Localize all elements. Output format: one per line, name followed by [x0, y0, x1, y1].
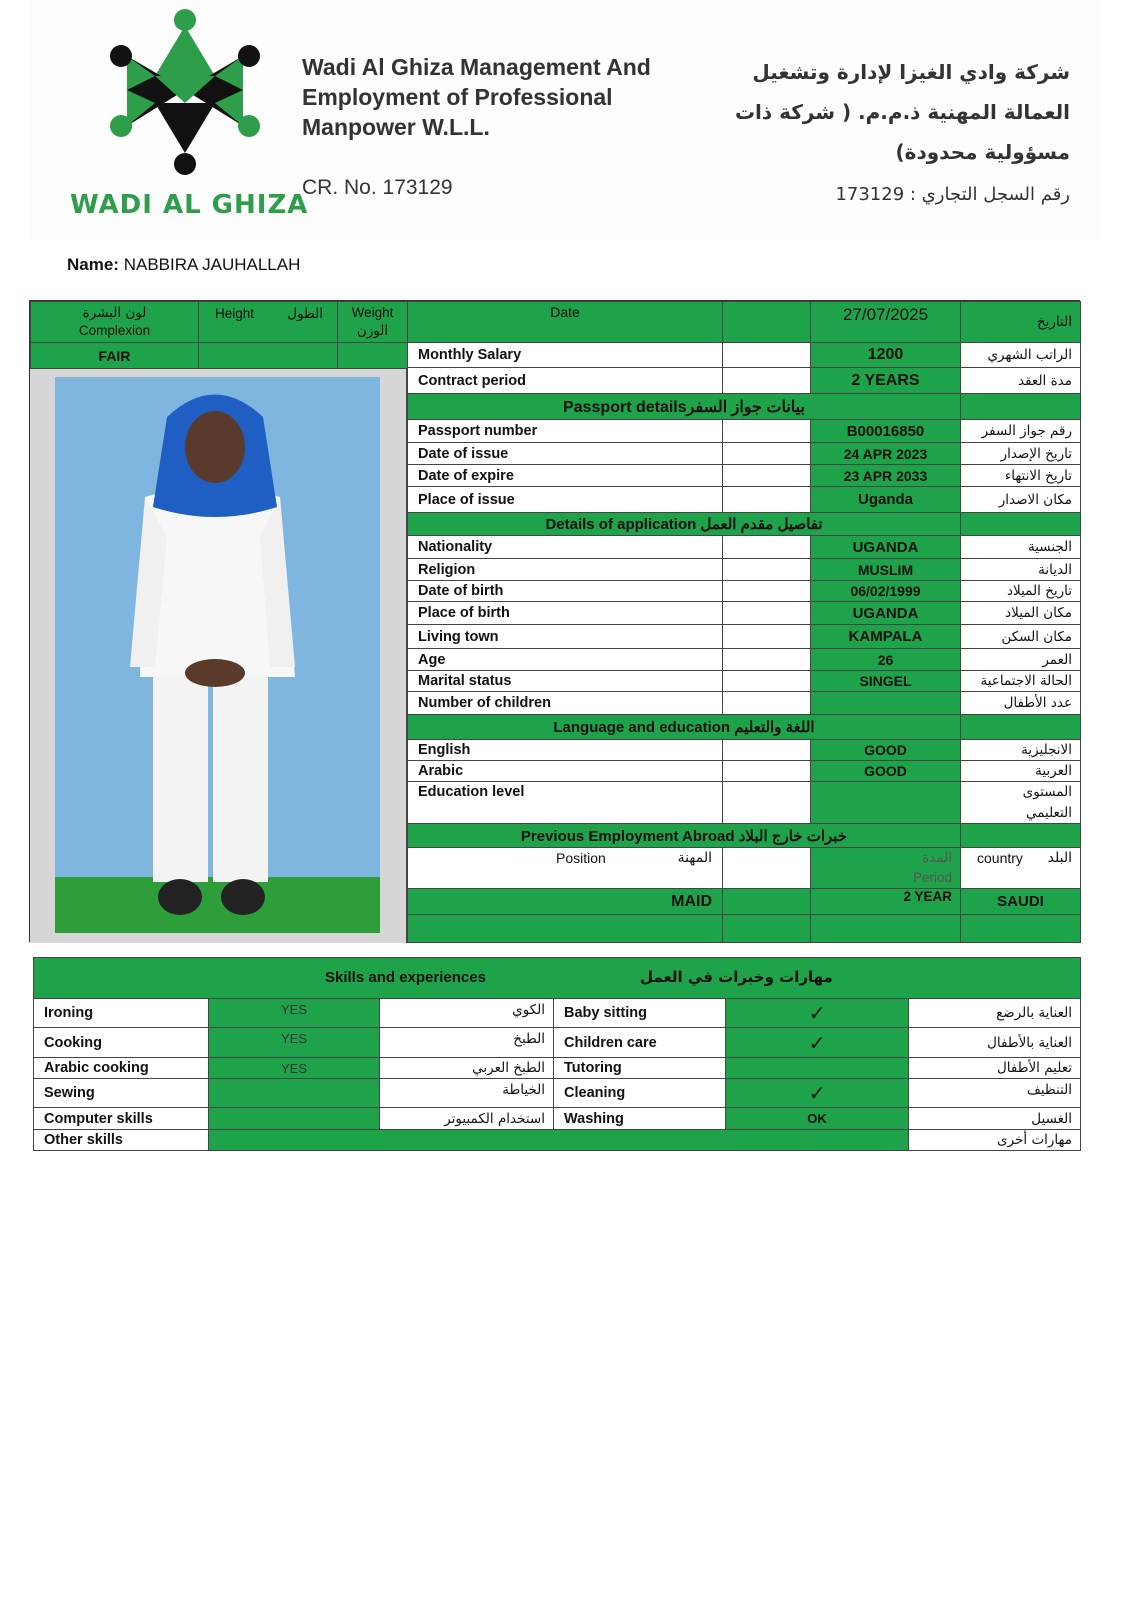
place-issue-label: Place of issue [407, 486, 723, 513]
skill-washing-ar: الغسيل [908, 1107, 1081, 1130]
date-value: 27/07/2025 [810, 301, 961, 343]
application-section-spacer [960, 512, 1081, 536]
skill-washing-label: Washing [553, 1107, 726, 1130]
education-label: Education level [407, 781, 723, 824]
complexion-ar: لون البشرة [82, 305, 147, 321]
date-spacer [722, 301, 811, 343]
nationality-value: UGANDA [810, 535, 961, 559]
complexion-value: FAIR [30, 342, 199, 369]
language-section-spacer [960, 714, 1081, 740]
name-value: NABBIRA JAUHALLAH [123, 255, 301, 274]
issue-date-label: Date of issue [407, 442, 723, 465]
row-spacer [722, 580, 811, 602]
skill-sewing-value [208, 1078, 380, 1108]
row-spacer [722, 760, 811, 782]
skill-tutoring-label: Tutoring [553, 1057, 726, 1079]
age-label: Age [407, 648, 723, 671]
employment-section-spacer [960, 823, 1081, 848]
position-ar: المهنة [677, 850, 712, 866]
skill-computer-ar: استخدام الكمبيوتر [379, 1107, 554, 1130]
country-ar: البلد [1047, 850, 1072, 866]
period-value: 2 YEAR [810, 888, 961, 915]
complexion-header [30, 301, 199, 343]
row-spacer [722, 601, 811, 625]
height-header [198, 301, 338, 343]
row-spacer [722, 781, 811, 824]
english-value: GOOD [810, 739, 961, 761]
company-name-ar: شركة وادي الغيزا لإدارة وتشغيل العمالة المهنية ذ.م.م. ( شركة ذات مسؤولية محدودة) [734, 60, 1070, 164]
expire-date-ar: تاريخ الانتهاء [960, 464, 1081, 487]
arabic-label: Arabic [407, 760, 723, 782]
skill-arabiccooking-label: Arabic cooking [33, 1057, 209, 1079]
skill-computer-label: Computer skills [33, 1107, 209, 1130]
contract-value: 2 YEARS [810, 367, 961, 394]
living-town-label: Living town [407, 624, 723, 649]
living-town-ar: مكان السكن [960, 624, 1081, 649]
skill-cooking-ar: الطبخ [379, 1027, 554, 1058]
contract-spacer [722, 367, 811, 394]
employment-empty-row [407, 914, 723, 943]
skill-washing-value: OK [725, 1107, 909, 1130]
age-ar: العمر [960, 648, 1081, 671]
photo-frame [30, 369, 407, 943]
children-ar: عدد الأطفال [960, 691, 1081, 715]
row-spacer [722, 419, 811, 443]
dob-ar: تاريخ الميلاد [960, 580, 1081, 602]
skill-ironing-value: YES [208, 998, 380, 1028]
expire-date-label: Date of expire [407, 464, 723, 487]
height-value [198, 342, 338, 369]
expire-date-value: 23 APR 2033 [810, 464, 961, 487]
pob-ar: مكان الميلاد [960, 601, 1081, 625]
contract-label: Contract period [407, 367, 723, 394]
row-spacer [722, 648, 811, 671]
complexion-en: Complexion [78, 323, 151, 338]
living-town-value: KAMPALA [810, 624, 961, 649]
nationality-label: Nationality [407, 535, 723, 559]
period-ar: المدة [922, 850, 952, 866]
skill-other-label: Other skills [33, 1129, 209, 1151]
row-spacer [722, 888, 811, 915]
row-spacer [722, 670, 811, 692]
skill-babysitting-ar: العناية بالرضع [908, 998, 1081, 1028]
employment-section-title: Previous Employment Abroad خبرات خارج البلاد [407, 823, 961, 848]
religion-value: MUSLIM [810, 558, 961, 581]
employment-empty-row [722, 914, 811, 943]
passport-number-value: B00016850 [810, 419, 961, 443]
skill-other-ar: مهارات أخرى [908, 1129, 1081, 1151]
skill-other-value [208, 1129, 909, 1151]
skill-babysitting-label: Baby sitting [553, 998, 726, 1028]
passport-section-title: Passport detailsبيانات جواز السفر [407, 393, 961, 420]
skill-babysitting-check: ✓ [725, 998, 909, 1028]
children-label: Number of children [407, 691, 723, 715]
period-header [810, 847, 961, 889]
brand-name: WADI AL GHIZA [70, 190, 309, 220]
dob-value: 06/02/1999 [810, 580, 961, 602]
skill-cleaning-check: ✓ [725, 1078, 909, 1108]
cv-table [29, 300, 1080, 942]
skill-childrencare-ar: العناية بالأطفال [908, 1027, 1081, 1058]
skill-sewing-ar: الخياطة [379, 1078, 554, 1108]
weight-header [337, 301, 408, 343]
skills-title-en: Skills and experiences [325, 969, 486, 986]
row-spacer [722, 558, 811, 581]
english-ar: الانجليزية [960, 739, 1081, 761]
position-header [407, 847, 723, 889]
dob-label: Date of birth [407, 580, 723, 602]
height-ar: الطول [287, 306, 323, 322]
country-en: country [977, 850, 1023, 866]
skills-header [33, 957, 1081, 999]
passport-number-label: Passport number [407, 419, 723, 443]
religion-label: Religion [407, 558, 723, 581]
issue-date-ar: تاريخ الإصدار [960, 442, 1081, 465]
skill-childrencare-check: ✓ [725, 1027, 909, 1058]
cr-number-en: CR. No. 173129 [302, 176, 453, 199]
age-value: 26 [810, 648, 961, 671]
salary-ar: الراتب الشهري [960, 342, 1081, 368]
salary-value: 1200 [810, 342, 961, 368]
arabic-ar: العربية [960, 760, 1081, 782]
employment-empty-row [810, 914, 961, 943]
letterhead [30, 0, 1100, 240]
date-label: Date [407, 301, 723, 343]
english-label: English [407, 739, 723, 761]
candidate-photo [55, 377, 380, 933]
skill-tutoring-ar: تعليم الأطفال [908, 1057, 1081, 1079]
marital-label: Marital status [407, 670, 723, 692]
candidate-name [67, 255, 300, 275]
company-logo [65, 8, 305, 178]
row-spacer [722, 442, 811, 465]
place-issue-ar: مكان الاصدار [960, 486, 1081, 513]
height-en: Height [215, 306, 255, 321]
row-spacer [722, 624, 811, 649]
salary-spacer [722, 342, 811, 368]
skill-cooking-value: YES [208, 1027, 380, 1058]
language-section-title: Language and education اللغة والتعليم [407, 714, 961, 740]
position-en: Position [556, 850, 606, 866]
skill-ironing-label: Ironing [33, 998, 209, 1028]
passport-number-ar: رقم جواز السفر [960, 419, 1081, 443]
skill-arabiccooking-ar: الطبخ العربي [379, 1057, 554, 1079]
country-value: SAUDI [960, 888, 1081, 915]
skill-ironing-ar: الكوي [379, 998, 554, 1028]
row-spacer [722, 739, 811, 761]
name-label: Name: [67, 255, 119, 274]
pob-value: UGANDA [810, 601, 961, 625]
skill-tutoring-check [725, 1057, 909, 1079]
skill-sewing-label: Sewing [33, 1078, 209, 1108]
period-en: Period [912, 870, 952, 885]
cr-number-ar: رقم السجل التجاري : 173129 [835, 184, 1070, 205]
row-spacer [722, 535, 811, 559]
salary-label: Monthly Salary [407, 342, 723, 368]
employment-empty-row [960, 914, 1081, 943]
weight-en: Weight [351, 305, 394, 320]
skills-title-ar: مهارات وخبرات في العمل [640, 968, 833, 986]
country-header [960, 847, 1081, 889]
arabic-value: GOOD [810, 760, 961, 782]
skill-computer-value [208, 1107, 380, 1130]
skills-table [33, 957, 1081, 1151]
weight-value [337, 342, 408, 369]
row-spacer [722, 486, 811, 513]
skill-cleaning-ar: التنظيف [908, 1078, 1081, 1108]
weight-ar: الوزن [356, 323, 389, 339]
skill-cleaning-label: Cleaning [553, 1078, 726, 1108]
children-value [810, 691, 961, 715]
pob-label: Place of birth [407, 601, 723, 625]
nationality-ar: الجنسية [960, 535, 1081, 559]
row-spacer [722, 691, 811, 715]
marital-ar: الحالة الاجتماعية [960, 670, 1081, 692]
skill-arabiccooking-value: YES [208, 1057, 380, 1079]
contract-ar: مدة العقد [960, 367, 1081, 394]
religion-ar: الديانة [960, 558, 1081, 581]
marital-value: SINGEL [810, 670, 961, 692]
company-name-en: Wadi Al Ghiza Management And Employment of Professional Manpower W.L.L. [302, 54, 651, 140]
place-issue-value: Uganda [810, 486, 961, 513]
skill-cooking-label: Cooking [33, 1027, 209, 1058]
skill-childrencare-label: Children care [553, 1027, 726, 1058]
application-section-title: Details of application تفاصيل مقدم العمل [407, 512, 961, 536]
education-ar: المستوى التعليمي [960, 781, 1081, 824]
education-value [810, 781, 961, 824]
row-spacer [722, 464, 811, 487]
date-ar: التاريخ [960, 301, 1081, 343]
row-spacer [722, 847, 811, 889]
issue-date-value: 24 APR 2023 [810, 442, 961, 465]
position-value: MAID [407, 888, 723, 915]
passport-section-spacer [960, 393, 1081, 420]
